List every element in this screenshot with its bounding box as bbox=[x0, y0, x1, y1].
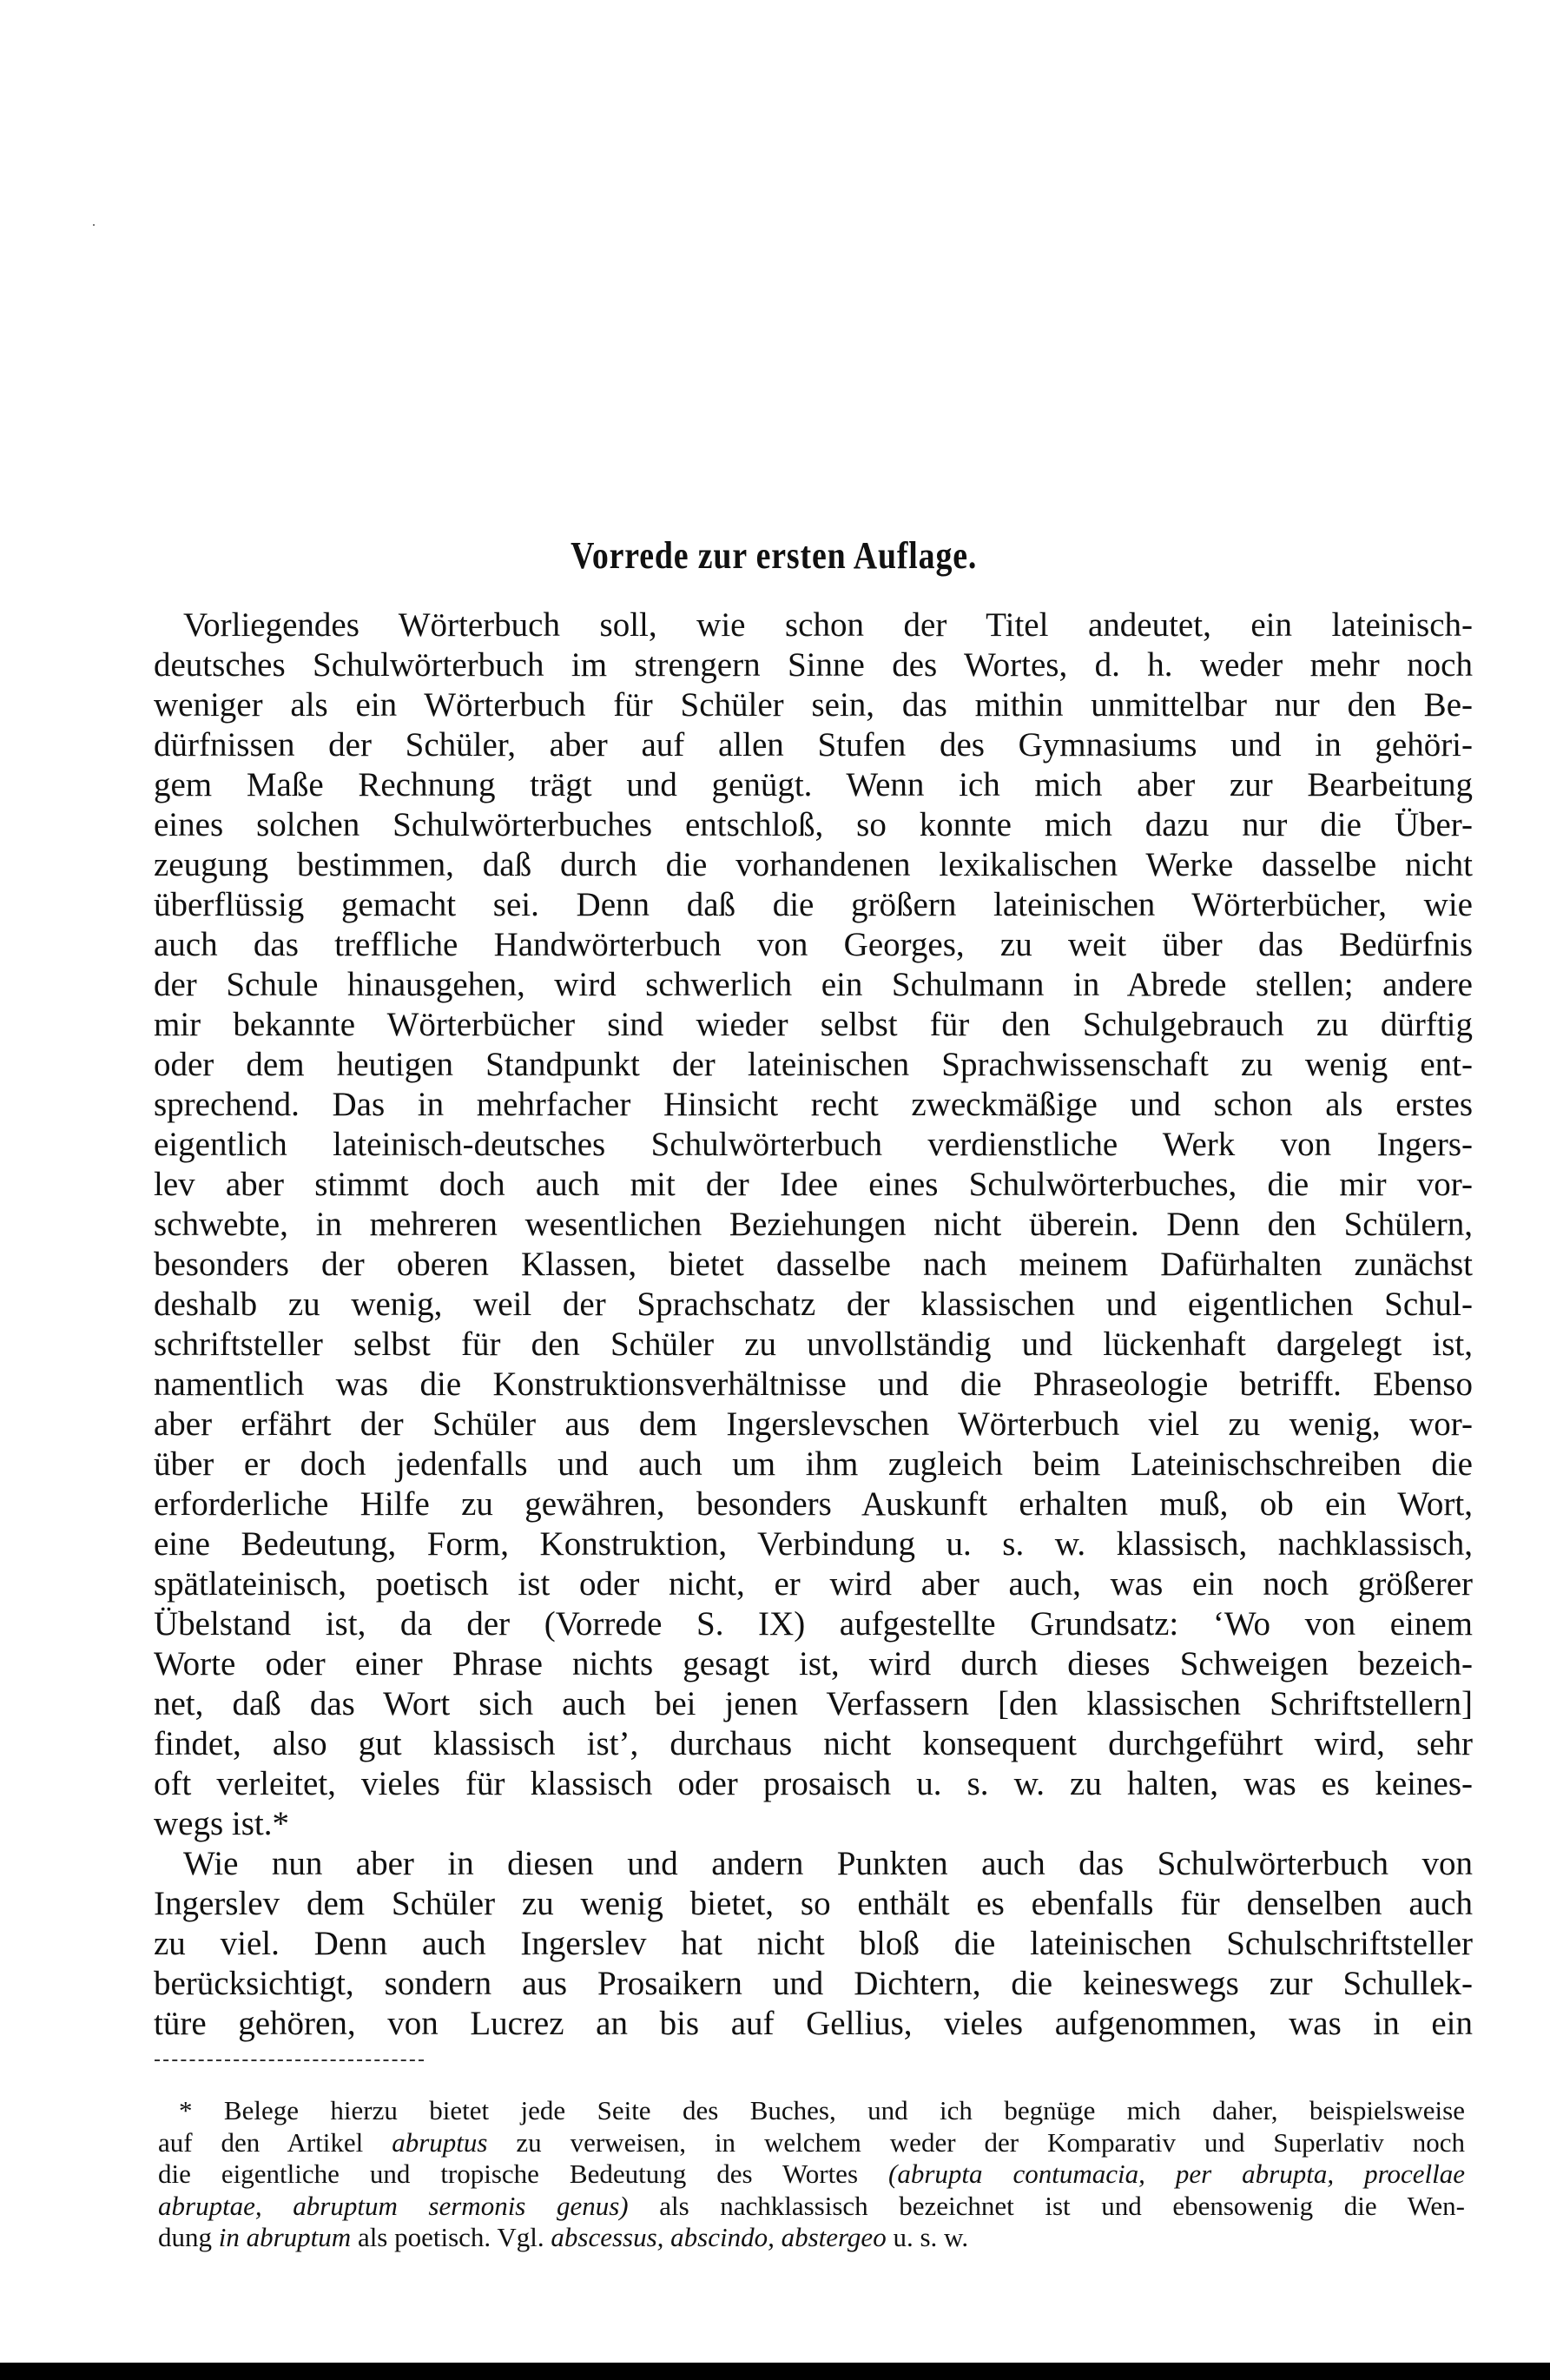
body-line: gem Maße Rechnung trägt und genügt. Wenn ich mich aber zur Bearbeitung bbox=[154, 766, 1473, 803]
footnote-italic-term: abruptae, abruptum sermonis genus) bbox=[158, 2190, 629, 2221]
body-line: sprechend. Das in mehrfacher Hinsicht recht zweckmäßige und schon als erstes bbox=[154, 1086, 1473, 1123]
footnote-text: als poetisch. Vgl. bbox=[351, 2222, 551, 2252]
body-line: aber erfährt der Schüler aus dem Ingerslevschen Wörterbuch viel zu wenig, wor- bbox=[154, 1405, 1473, 1443]
body-line: eigentlich lateinisch-deutsches Schulwörterbuch verdienstliche Werk von Ingers- bbox=[154, 1126, 1473, 1163]
body-line: eines solchen Schulwörterbuches entschloß, so konnte mich dazu nur die Über- bbox=[154, 806, 1473, 843]
body-line: Ingerslev dem Schüler zu wenig bietet, so enthält es ebenfalls für denselben auch bbox=[154, 1885, 1473, 1922]
footnote-italic-term: in abruptum bbox=[218, 2222, 352, 2252]
body-line: oder dem heutigen Standpunkt der lateinischen Sprachwissenschaft zu wenig ent- bbox=[154, 1046, 1473, 1083]
footnote-text: die eigentliche und tropische Bedeutung des Wortes bbox=[158, 2159, 888, 2189]
body-line: auch das treffliche Handwörterbuch von Georges, zu weit über das Bedürfnis bbox=[154, 926, 1473, 963]
body-line: besonders der oberen Klassen, bietet dasselbe nach meinem Dafürhalten zunächst bbox=[154, 1246, 1473, 1283]
body-line: deutsches Schulwörterbuch im strengern Sinne des Wortes, d. h. weder mehr noch bbox=[154, 646, 1473, 684]
body-line: zeugung bestimmen, daß durch die vorhandenen lexikalischen Werke dasselbe nicht bbox=[154, 846, 1473, 883]
body-line: türe gehören, von Lucrez an bis auf Gellius, vieles aufgenommen, was in ein bbox=[154, 2005, 1473, 2042]
body-line: net, daß das Wort sich auch bei jenen Verfassern [den klassischen Schriftstellern] bbox=[154, 1685, 1473, 1722]
scan-bottom-edge bbox=[0, 2363, 1550, 2380]
body-line: findet, also gut klassisch ist’, durchaus nicht konsequent durchgeführt wird, sehr bbox=[154, 1725, 1473, 1762]
body-line: schriftsteller selbst für den Schüler zu unvollständig und lückenhaft dargelegt ist, bbox=[154, 1326, 1473, 1363]
body-line: Vorliegendes Wörterbuch soll, wie schon der Titel andeutet, ein lateinisch- bbox=[183, 606, 1473, 644]
body-line: mir bekannte Wörterbücher sind wieder selbst für den Schulgebrauch zu dürftig bbox=[154, 1006, 1473, 1043]
body-line: deshalb zu wenig, weil der Sprachschatz der klassischen und eigentlichen Schul- bbox=[154, 1286, 1473, 1323]
body-line: wegs ist.* bbox=[154, 1805, 289, 1842]
body-line: weniger als ein Wörterbuch für Schüler sein, das mithin unmittelbar nur den Be- bbox=[154, 686, 1473, 724]
body-line: überflüssig gemacht sei. Denn daß die größern lateinischen Wörterbücher, wie bbox=[154, 886, 1473, 923]
body-line: Worte oder einer Phrase nichts gesagt ist, wird durch dieses Schweigen bezeich- bbox=[154, 1645, 1473, 1683]
body-line: berücksichtigt, sondern aus Prosaikern und Dichtern, die keineswegs zur Schullek- bbox=[154, 1965, 1473, 2002]
footnote-text: auf den Artikel bbox=[158, 2126, 392, 2158]
body-line: dürfnissen der Schüler, aber auf allen Stufen des Gymnasiums und in gehöri- bbox=[154, 726, 1473, 764]
body-line: namentlich was die Konstruktionsverhältnisse und die Phraseologie betrifft. Ebenso bbox=[154, 1365, 1473, 1403]
page-title: Vorrede zur ersten Auflage. bbox=[571, 534, 978, 577]
footnote bbox=[158, 2095, 1465, 2254]
body-line: erforderliche Hilfe zu gewähren, besonders Auskunft erhalten muß, ob ein Wort, bbox=[154, 1485, 1473, 1523]
footnote-italic-term: abruptus bbox=[392, 2126, 488, 2158]
footnote-line bbox=[158, 2159, 1465, 2191]
body-line: eine Bedeutung, Form, Konstruktion, Verbindung u. s. w. klassisch, nachklassisch, bbox=[154, 1525, 1473, 1563]
footnote-line bbox=[158, 2127, 1465, 2159]
body-line: der Schule hinausgehen, wird schwerlich ein Schulmann in Abrede stellen; andere bbox=[154, 966, 1473, 1003]
footnote-italic-term: (abrupta contumacia, per abrupta, procellae bbox=[888, 2159, 1465, 2189]
footnote-separator bbox=[155, 2059, 424, 2061]
footnote-line bbox=[158, 2191, 1465, 2223]
footnote-line bbox=[158, 2222, 1465, 2254]
footnote-text: als nachklassisch bezeichnet ist und ebensowenig die Wen- bbox=[628, 2190, 1465, 2221]
footnote-text: u. s. w. bbox=[886, 2222, 969, 2252]
body-line: schwebte, in mehreren wesentlichen Beziehungen nicht überein. Denn den Schülern, bbox=[154, 1206, 1473, 1243]
footnote-line bbox=[158, 2095, 1465, 2127]
body-line: oft verleitet, vieles für klassisch oder prosaisch u. s. w. zu halten, was es keines- bbox=[154, 1765, 1473, 1802]
scan-speck bbox=[93, 224, 95, 226]
body-line: Übelstand ist, da der (Vorrede S. IX) aufgestellte Grundsatz: ‘Wo von einem bbox=[154, 1605, 1473, 1643]
body-line: spätlateinisch, poetisch ist oder nicht, er wird aber auch, was ein noch größerer bbox=[154, 1565, 1473, 1603]
body-line: zu viel. Denn auch Ingerslev hat nicht bloß die lateinischen Schulschriftsteller bbox=[154, 1925, 1473, 1962]
footnote-text: dung bbox=[158, 2222, 219, 2252]
footnote-text: zu verweisen, in welchem weder der Komparativ und Superlativ noch bbox=[487, 2126, 1465, 2158]
body-text bbox=[154, 605, 1473, 2044]
body-line: Wie nun aber in diesen und andern Punkten auch das Schulwörterbuch von bbox=[183, 1845, 1473, 1882]
body-line: lev aber stimmt doch auch mit der Idee eines Schulwörterbuches, die mir vor- bbox=[154, 1166, 1473, 1203]
footnote-italic-term: abscessus, abscindo, abstergeo bbox=[551, 2222, 887, 2252]
footnote-text: * Belege hierzu bietet jede Seite des Buches, und ich begnüge mich daher, beispielsweise bbox=[179, 2095, 1465, 2125]
body-line: über er doch jedenfalls und auch um ihm zugleich beim Lateinischschreiben die bbox=[154, 1445, 1473, 1483]
